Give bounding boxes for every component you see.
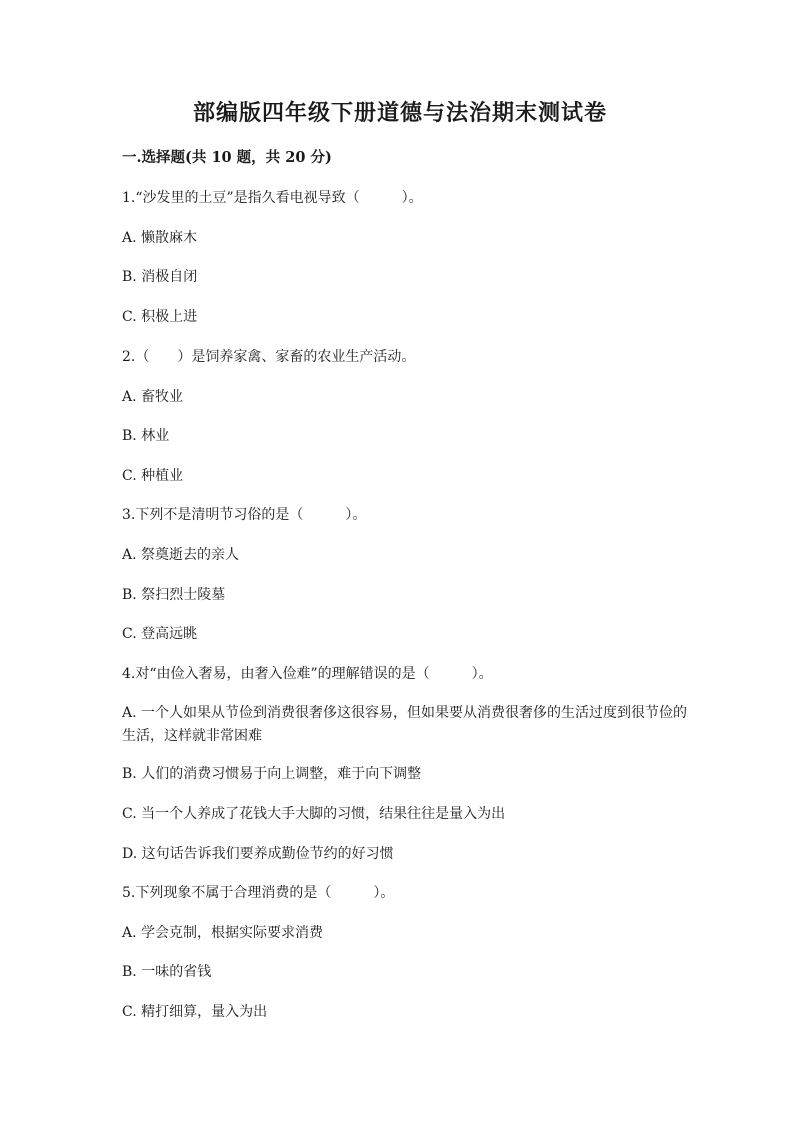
section-header: 一.选择题(共 10 题，共 20 分) [122,149,332,166]
question-option: C. 积极上进 [122,309,198,325]
question-option: D. 这句话告诉我们要养成勤俭节约的好习惯 [122,846,394,862]
question-option: C. 登高远眺 [122,626,198,642]
question-stem: 5.下列现象不属于合理消费的是（ ）。 [122,885,395,901]
question-stem: 4.对“由俭入奢易，由奢入俭难”的理解错误的是（ ）。 [122,666,493,682]
question-option: C. 当一个人养成了花钱大手大脚的习惯，结果往往是量入为出 [122,806,506,822]
question-option: A. 祭奠逝去的亲人 [122,547,240,563]
question-option: B. 祭扫烈士陵墓 [122,587,226,603]
question-option: A. 学会克制，根据实际要求消费 [122,925,324,941]
page-title: 部编版四年级下册道德与法治期末测试卷 [192,100,607,126]
question-option: C. 精打细算，量入为出 [122,1004,268,1020]
question-stem: 1.“沙发里的土豆”是指久看电视导致（ ）。 [122,190,423,206]
question-option: B. 消极自闭 [122,269,198,285]
question-option: A. 懒散麻木 [122,230,198,246]
question-option: B. 人们的消费习惯易于向上调整，难于向下调整 [122,766,422,782]
question-stem: 2.（ ）是饲养家禽、家畜的农业生产活动。 [122,349,416,365]
question-option: B. 一味的省钱 [122,964,212,980]
question-option: A. 畜牧业 [122,389,184,405]
question-option: A. 一个人如果从节俭到消费很奢侈这很容易，但如果要从消费很奢侈的生活过度到很节俭的生活，这样就非常困难 [122,705,688,744]
question-option: C. 种植业 [122,468,184,484]
question-option: B. 林业 [122,428,170,444]
question-stem: 3.下列不是清明节习俗的是（ ）。 [122,507,367,523]
